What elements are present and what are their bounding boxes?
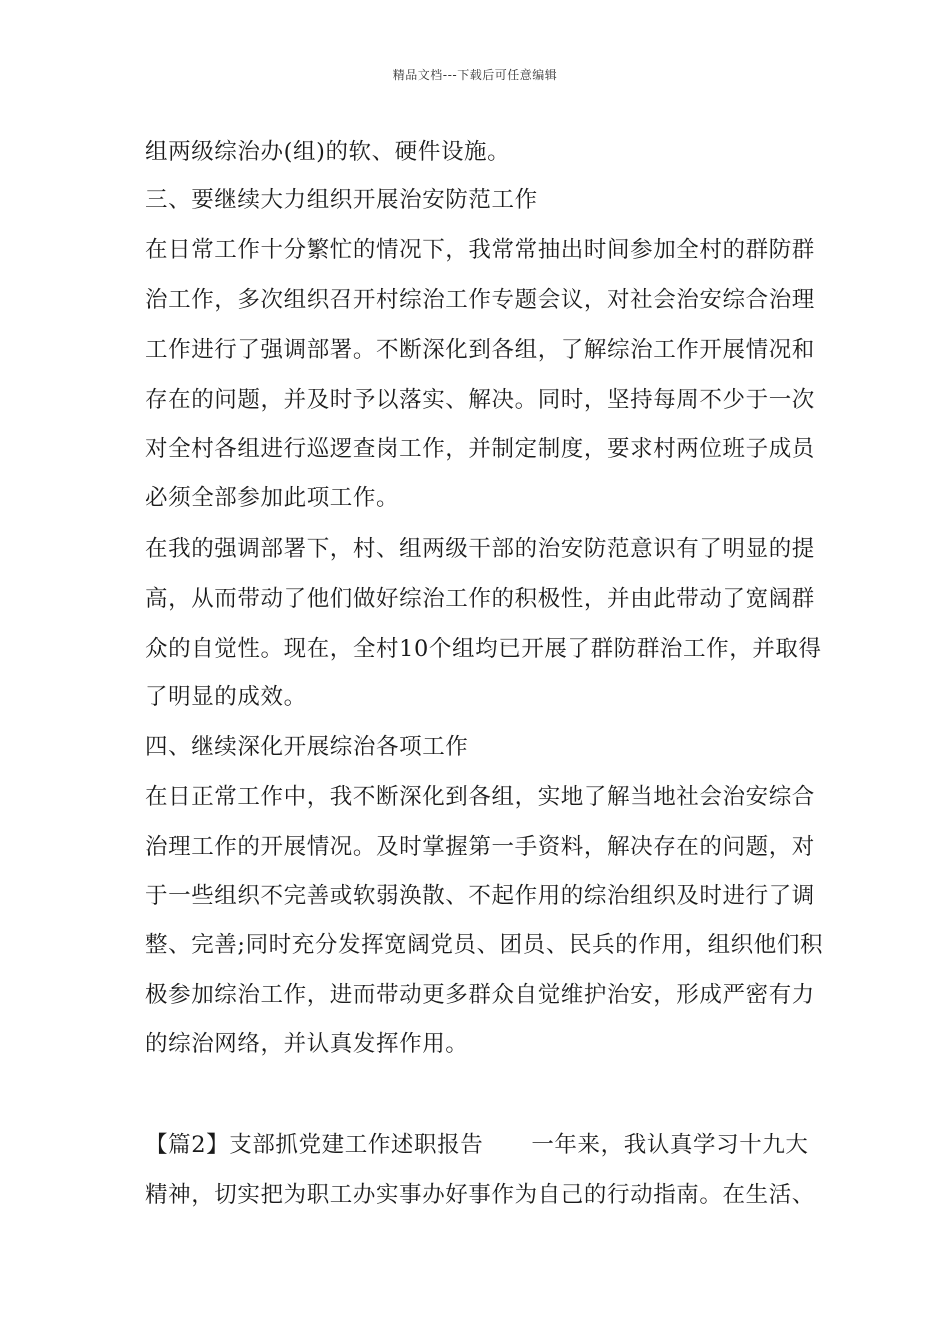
section-heading: 四、继续深化开展综治各项工作 (145, 734, 469, 760)
body-line: 众的自觉性。现在，全村10个组均已开展了群防群治工作，并取得 (145, 636, 822, 662)
body-line: 治理工作的开展情况。及时掌握第一手资料，解决存在的问题，对 (145, 834, 815, 860)
body-line: 极参加综治工作，进而带动更多群众自觉维护治安，形成严密有力 (145, 982, 815, 1008)
body-line: 整、完善;同时充分发挥宽阔党员、团员、民兵的作用，组织他们积 (145, 932, 824, 958)
page-header: 精品文档---下载后可任意编辑 (392, 68, 558, 82)
body-line: 治工作，多次组织召开村综治工作专题会议，对社会治安综合治理 (145, 287, 815, 313)
body-line: 高，从而带动了他们做好综治工作的积极性，并由此带动了宽阔群 (145, 586, 815, 612)
section2-title: 【篇2】支部抓党建工作述职报告 (145, 1132, 484, 1158)
body-line: 在我的强调部署下，村、组两级干部的治安防范意识有了明显的提 (145, 536, 815, 562)
body-line: 在日常工作十分繁忙的情况下，我常常抽出时间参加全村的群防群 (145, 237, 815, 263)
body-line: 了明显的成效。 (145, 684, 307, 710)
section2-first-text: 一年来，我认真学习十九大 (531, 1132, 809, 1158)
body-line: 在日正常工作中，我不断深化到各组，实地了解当地社会治安综合 (145, 784, 815, 810)
body-line: 组两级综治办(组)的软、硬件设施。 (145, 139, 511, 165)
body-line: 存在的问题，并及时予以落实、解决。同时，坚持每周不少于一次 (145, 387, 815, 413)
section-heading: 三、要继续大力组织开展治安防范工作 (145, 187, 538, 213)
body-line: 工作进行了强调部署。不断深化到各组，了解综治工作开展情况和 (145, 337, 815, 363)
body-line: 精神，切实把为职工办实事办好事作为自己的行动指南。在生活、 (145, 1182, 815, 1208)
body-line: 对全村各组进行巡逻查岗工作，并制定制度，要求村两位班子成员 (145, 436, 815, 462)
section2-first-line (145, 1125, 809, 1165)
body-line: 于一些组织不完善或软弱涣散、不起作用的综治组织及时进行了调 (145, 883, 815, 909)
body-line: 的综治网络，并认真发挥作用。 (145, 1031, 469, 1057)
body-line: 必须全部参加此项工作。 (145, 485, 400, 511)
